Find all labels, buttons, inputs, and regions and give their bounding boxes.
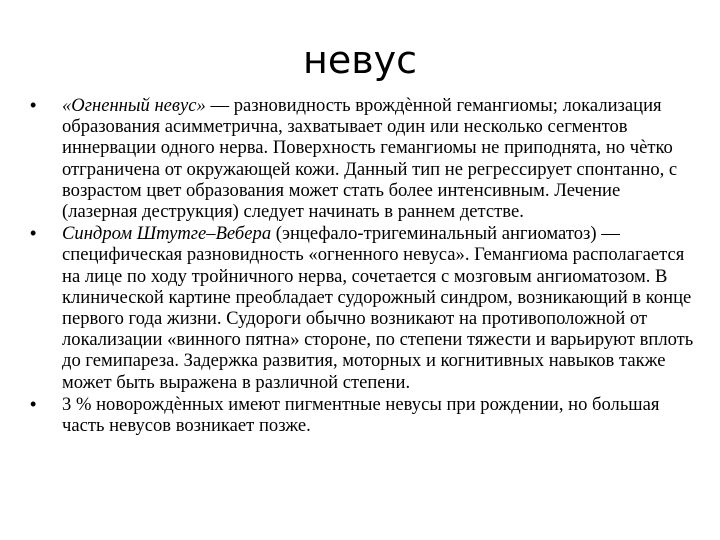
bullet-text: (энцефало-тригеминальный ангиоматоз) — специфическая разновидность «огненного невуса». Гемангиома располагается на лице по ходу тройничного нерва, сочетается с мозговым ангиоматозом. В клинической картине преобладает судорожный синдром, возникающий в конце первого года жизни. Судороги обычно возникают на противоположной от локализации «винного пятна» стороне, по степени тяжести и варьируют вплоть до гемипареза. Задержка развития, моторных и когнитивных навыков также может быть выражена в различной степени.: [62, 223, 694, 393]
bullet-lead-term: «Огненный невус»: [62, 95, 206, 116]
bullet-item: [28, 394, 696, 436]
slide-title-text: невус: [303, 38, 417, 82]
bullet-text: 3 % новорождѐнных имеют пигментные невусы при рождении, но большая часть невусов возникает позже.: [62, 393, 660, 437]
bullet-lead-term: Синдром Штутге–Вебера: [62, 223, 272, 245]
bullet-item: [28, 223, 696, 393]
bullet-marker-icon: •: [30, 223, 37, 244]
slide-title: [0, 38, 720, 82]
bullet-text: — разновидность врождѐнной гемангиомы; локализация образования асимметрична, захватывает один или несколько сегментов иннервации одного нерва. Поверхность гемангиомы не приподнята, но чѐтко отграничена от окружающей кожи. Данный тип не регрессирует спонтанно, с возрастом цвет образования может стать более интенсивным. Лечение (лазерная деструкция) следует начинать в раннем детстве.: [62, 95, 678, 223]
bullet-marker-icon: •: [30, 393, 37, 414]
bullet-item: [28, 95, 696, 222]
bullet-list: [28, 95, 696, 437]
bullet-marker-icon: •: [30, 95, 37, 115]
